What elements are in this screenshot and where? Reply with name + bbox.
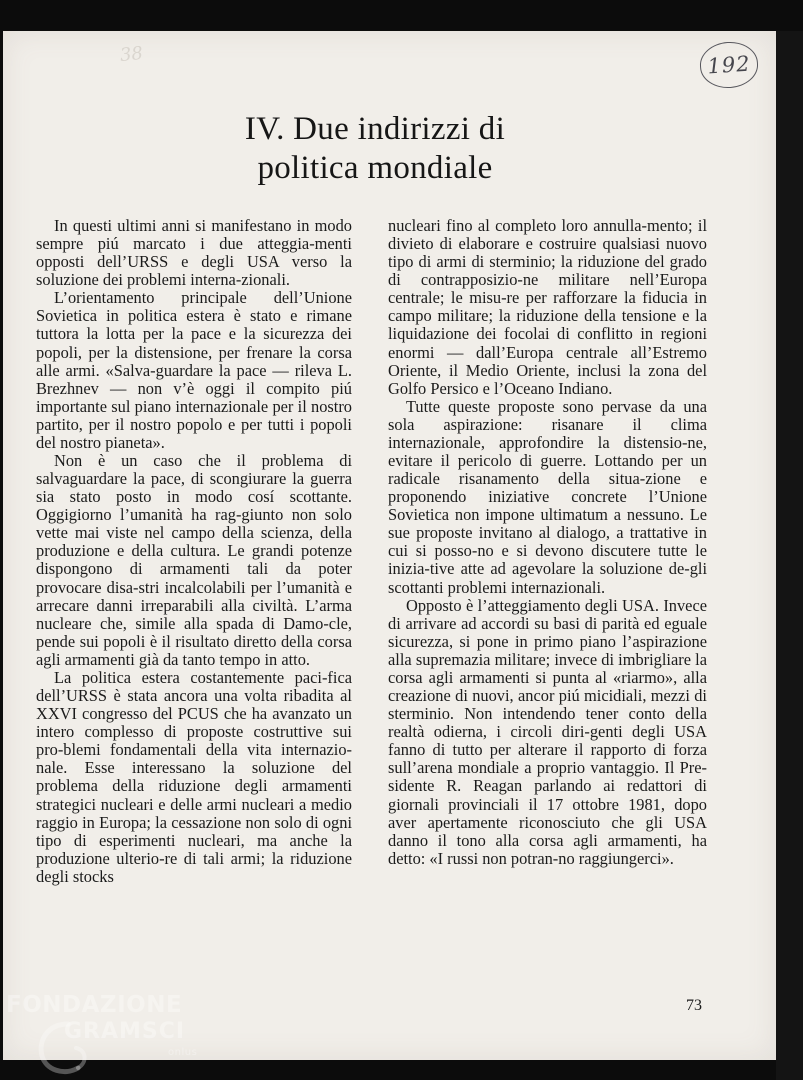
- watermark-line-2: GRAMSCI: [64, 1019, 186, 1044]
- chapter-title-line-2: politica mondiale: [257, 150, 493, 186]
- paragraph: Non è un caso che il problema di salvaguardare la pace, di scongiurare la guerra sia stato posto in modo cosí scottante. Oggigiorno l’umanità ha rag-giunto non solo vette mai viste nel campo della scienza, della produzione e della cultura. Le grandi potenze dispongono di armamenti tali da poter provocare disa-stri incalcolabili per l’umanità e arrecare danni irreparabili alla civiltà. L’arma nucleare che, simile alla spada di Damo-cle, pende sui popoli è il risultato diretto della corsa agli armamenti già da tanto tempo in atto.: [36, 451, 352, 669]
- archive-number-stamp: 192: [698, 40, 759, 90]
- paragraph: Opposto è l’atteggiamento degli USA. Invece di arrivare ad accordi su basi di parità ed eguale sicurezza, si pone in primo piano l’aspirazione alla supremazia militare; invece di imbrigliare la corsa agli armamenti si punta al «riarmo», alla creazione di nuovi, ancor piú micidiali, mezzi di sterminio. Non intendendo tener conto della realtà odierna, i circoli diri-genti degli USA fanno di tutto per alterare il rapporto di forza sull’arena mondiale a proprio vantaggio. Il Pre-sidente R. Reagan parlando ai redattori di giornali provinciali il 17 ottobre 1981, dopo aver apertamente riconosciuto che gli USA danno il tono alla corsa agli armamenti, ha detto: «I russi non potran-no raggiungerci».: [388, 595, 707, 868]
- page-number: 73: [686, 997, 702, 1014]
- watermark-line-3: onlus: [168, 1047, 198, 1058]
- watermark-line-1: FONDAZIONE: [6, 992, 183, 1018]
- right-text-column: [388, 217, 707, 868]
- page-edge-shadow: [776, 31, 803, 1080]
- chapter-title-line-1: IV. Due indirizzi di: [244, 111, 506, 147]
- foundation-watermark: [6, 988, 236, 1078]
- pencil-note: 38: [118, 42, 144, 67]
- paragraph: L’orientamento principale dell’Unione Sovietica in politica estera è stato e rimane tuttora la lotta per la pace e la sicurezza dei popoli, per la distensione, per frenare la corsa alle armi. «Salva-guardare la pace — rileva L. Brezhnev — non v’è oggi il compito piú importante sul piano internazionale per il nostro partito, per il nostro popolo e per tutti i popoli del nostro pianeta».: [36, 288, 352, 452]
- paragraph: La politica estera costantemente paci-fica dell’URSS è stata ancora una volta ribadita al XXVI congresso del PCUS che ha avanzato un intero complesso di proposte costruttive sui pro-blemi fondamentali della vita internazio-nale. Esse interessano la soluzione del problema della riduzione degli armamenti strategici nucleari e delle armi nucleari a medio raggio in Europa; la cessazione non solo di ogni tipo di esperimenti nucleari, ma anche la produzione ulterio-re di tali armi; la riduzione degli stocks: [36, 667, 352, 886]
- left-text-column: [36, 217, 352, 886]
- paragraph: In questi ultimi anni si manifestano in modo sempre piú marcato i due atteggia-menti opposti dell’URSS e degli USA verso la soluzione dei problemi interna-zionali.: [36, 216, 352, 290]
- chapter-title: [140, 110, 610, 188]
- paragraph-continued: nucleari fino al completo loro annulla-mento; il divieto di elaborare e costruire qualsiasi nuovo tipo di armi di sterminio; la riduzione del grado di contrapposizio-ne militare nell’Europa centrale; le misu-re per rafforzare la fiducia in campo militare; la riduzione della tensione e la liquidazione dei focolai di conflitto in regioni enormi — dall’Europa centrale all’Estremo Oriente, il Medio Oriente, inclusi la zona del Golfo Persico e l’Oceano Indiano.: [388, 216, 707, 398]
- paragraph: Tutte queste proposte sono pervase da una sola aspirazione: risanare il clima internazionale, approfondire la distensio-ne, evitare il pericolo di guerre. Lottando per un radicale risanamento della situa-zione e proponendo iniziative concrete l’Unione Sovietica non impone ultimatum a nessuno. Le sue proposte invitano al dialogo, a trattative in cui si posso-no e si devono discutere tutte le inizia-tive atte ad agevolare la soluzione de-gli scottanti problemi internazionali.: [388, 396, 707, 597]
